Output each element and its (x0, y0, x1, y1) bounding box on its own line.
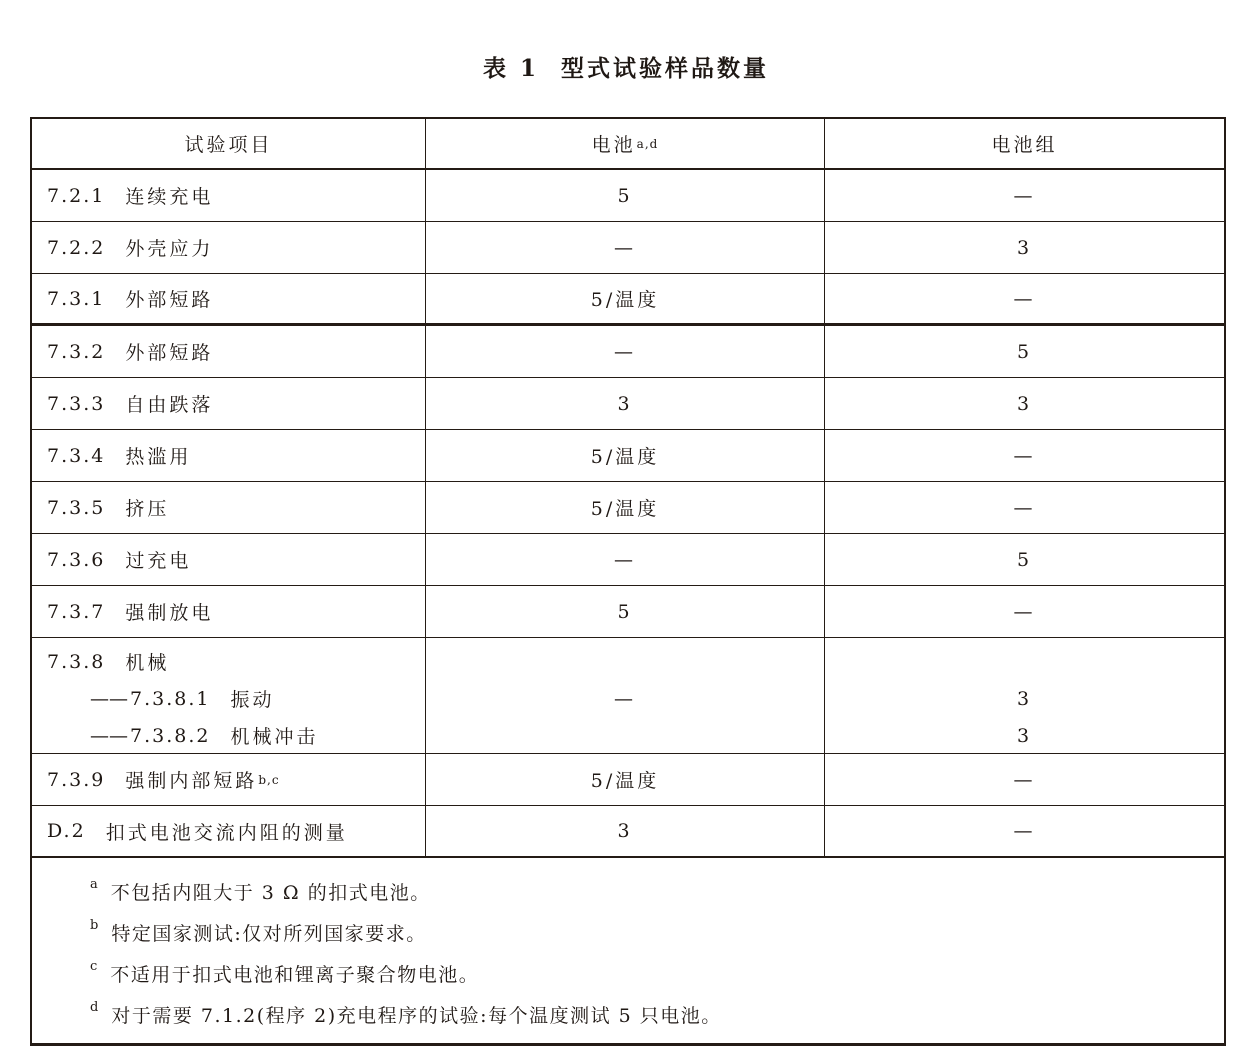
test-name: 外壳应力 (125, 238, 214, 260)
footnote (90, 912, 1204, 953)
clause-number: 7.3.2 (47, 340, 106, 363)
test-item-cell (32, 326, 426, 377)
header-pack-column: 电池组 (991, 134, 1058, 156)
test-name: 挤压 (125, 498, 170, 520)
dash-leader: —— (90, 724, 128, 747)
footnote-text: 不包括内阻大于 3 Ω 的扣式电池。 (110, 882, 431, 904)
pack-quantity: — (1013, 496, 1036, 519)
cell-quantity: — (426, 534, 825, 585)
cell-quantity: 5/温度 (426, 482, 825, 533)
table-row (32, 430, 1224, 482)
test-name: 热滥用 (125, 446, 192, 468)
header-cell-label: 电池 (591, 134, 636, 156)
clause-number: 7.3.8.2 (130, 724, 211, 747)
test-item-cell (32, 430, 426, 481)
cell-quantity: 5 (426, 586, 825, 637)
clause-number: 7.3.9 (47, 768, 106, 791)
test-item-cell (32, 274, 426, 323)
footnote-marker: b (90, 918, 99, 933)
header-test-item: 试验项目 (32, 119, 426, 168)
footnote (90, 994, 1204, 1035)
clause-number: 7.3.8 (47, 650, 106, 673)
cell-quantity: 3 (426, 378, 825, 429)
test-name: 自由跌落 (125, 394, 214, 416)
table-number: 表 1 (482, 55, 539, 82)
sample-quantity-table (30, 117, 1226, 1046)
pack-quantity: 3 (1016, 236, 1033, 259)
mechanical-sub-line-vibration (47, 680, 425, 717)
empty-line (825, 643, 1224, 680)
empty-line (426, 643, 824, 680)
pack-quantity: — (1013, 444, 1036, 467)
table-row (32, 482, 1224, 534)
cell-quantity: 5 (426, 170, 825, 221)
footnote (90, 953, 1204, 994)
footnote-text: 不适用于扣式电池和锂离子聚合物电池。 (110, 964, 480, 986)
table-footnotes (32, 858, 1224, 1043)
test-item-cell (32, 638, 426, 753)
test-name: 振动 (230, 689, 275, 711)
test-item-cell: 7.3.9 强制内部短路 b,c (32, 754, 426, 805)
footnote-marker: c (90, 959, 98, 974)
pack-quantity: — (1013, 820, 1036, 842)
footnote-marker: d (90, 1000, 99, 1015)
test-name: 外部短路 (125, 289, 214, 311)
pack-quantity-block (825, 638, 1224, 753)
pack-quantity: 3 (1016, 724, 1033, 747)
table-row (32, 222, 1224, 274)
test-name: 强制放电 (125, 602, 214, 624)
cell-quantity: 5/温度 (426, 754, 825, 805)
table-header-row (32, 119, 1224, 170)
cell-quantity: 5/温度 (426, 274, 825, 323)
test-name: 机械 (125, 652, 170, 674)
clause-number: 7.2.1 (47, 184, 106, 207)
test-name: 过充电 (125, 550, 192, 572)
clause-number: 7.3.4 (47, 444, 106, 467)
table-row (32, 326, 1224, 378)
table-title-text: 型式试验样品数量 (561, 55, 769, 82)
pack-quantity: 3 (1016, 392, 1033, 415)
footnote-text: 对于需要 7.1.2(程序 2)充电程序的试验:每个温度测试 5 只电池。 (111, 1005, 722, 1027)
pack-quantity: — (1013, 768, 1036, 791)
cell-quantity: — (426, 222, 825, 273)
footnote-marker: a (90, 877, 98, 892)
table-row (32, 274, 1224, 326)
test-name: 外部短路 (125, 342, 214, 364)
test-item-cell (32, 378, 426, 429)
test-item-cell (32, 482, 426, 533)
clause-number: 7.2.2 (47, 236, 106, 259)
table-title (0, 50, 1252, 83)
pack-quantity: — (1013, 287, 1036, 310)
clause-number: 7.3.7 (47, 600, 106, 623)
table-row-mechanical (32, 638, 1224, 754)
pack-quantity: 3 (1016, 687, 1033, 710)
cell-quantity: 5/温度 (426, 430, 825, 481)
footnote-text: 特定国家测试:仅对所列国家要求。 (111, 923, 427, 945)
footnote (90, 871, 1204, 912)
header-cell-column: 电池 a,d (426, 119, 825, 168)
clause-number: D.2 (47, 820, 86, 842)
clause-number: 7.3.8.1 (130, 687, 211, 710)
clause-number: 7.3.6 (47, 548, 106, 571)
test-item-cell (32, 806, 426, 856)
mechanical-main-line (47, 643, 425, 680)
cell-quantity: — (426, 326, 825, 377)
clause-number: 7.3.3 (47, 392, 106, 415)
clause-number: 7.3.5 (47, 496, 106, 519)
test-item-cell (32, 222, 426, 273)
pack-quantity: 5 (1016, 548, 1033, 571)
test-name: 扣式电池交流内阻的测量 (105, 821, 348, 844)
test-name: 强制内部短路 (125, 770, 258, 792)
table-row (32, 806, 1224, 858)
test-name: 机械冲击 (230, 726, 319, 748)
clause-number: 7.3.1 (47, 287, 106, 310)
pack-quantity: 5 (1016, 340, 1033, 363)
dash-leader: —— (90, 687, 128, 710)
test-name: 连续充电 (125, 186, 214, 208)
test-item-cell (32, 586, 426, 637)
test-item-cell (32, 170, 426, 221)
cell-quantity-block (426, 638, 825, 753)
table-row (32, 170, 1224, 222)
empty-line (426, 717, 824, 754)
test-item-cell (32, 534, 426, 585)
cell-quantity: — (614, 687, 636, 710)
pack-quantity: — (1013, 184, 1036, 207)
table-row (32, 586, 1224, 638)
cell-quantity: 3 (426, 806, 825, 856)
table-row (32, 378, 1224, 430)
table-row (32, 754, 1224, 806)
mechanical-sub-line-shock (47, 717, 425, 754)
table-row (32, 534, 1224, 586)
pack-quantity: — (1013, 600, 1036, 623)
